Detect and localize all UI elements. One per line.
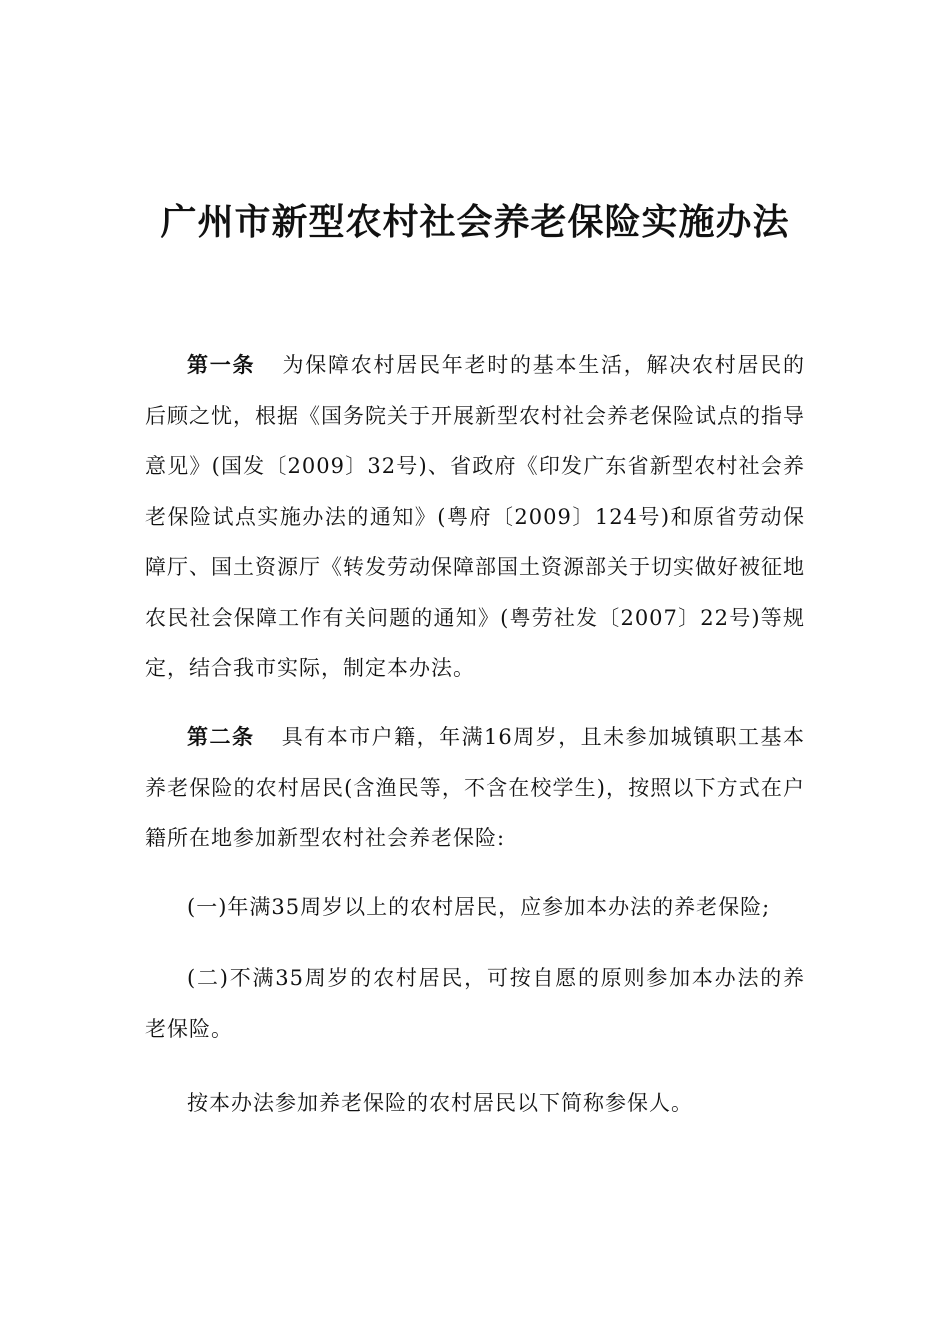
article-2-text: 具有本市户籍，年满16周岁，且未参加城镇职工基本养老保险的农村居民(含渔民等，不含在校学生)，按照以下方式在户籍所在地参加新型农村社会养老保险: [145,725,805,850]
document-title: 广州市新型农村社会养老保险实施办法 [160,201,790,243]
article-1-number: 第一条 [187,352,256,377]
article-2-number: 第二条 [187,724,255,749]
article-2-item-1: (一)年满35周岁以上的农村居民，应参加本办法的养老保险; [187,895,771,919]
article-1 [145,340,805,694]
article-1-text: 为保障农村居民年老时的基本生活，解决农村居民的后顾之忧，根据《国务院关于开展新型农村社会养老保险试点的指导意见》(国发〔2009〕32号)、省政府《印发广东省新型农村社会养老保险试点实施办法的通知》(粤府〔2009〕124号)和原省劳动保障厅、国土资源厅《转发劳动保障部国土资源部关于切实做好被征地农民社会保障工作有关问题的通知》(粤劳社发〔2007〕22号)等规定，结合我市实际，制定本办法。 [145,353,806,680]
article-2 [145,712,805,864]
article-2-item-2: (二)不满35周岁的农村居民，可按自愿的原则参加本办法的养老保险。 [145,966,805,1041]
closing-paragraph: 按本办法参加养老保险的农村居民以下简称参保人。 [187,1091,693,1115]
